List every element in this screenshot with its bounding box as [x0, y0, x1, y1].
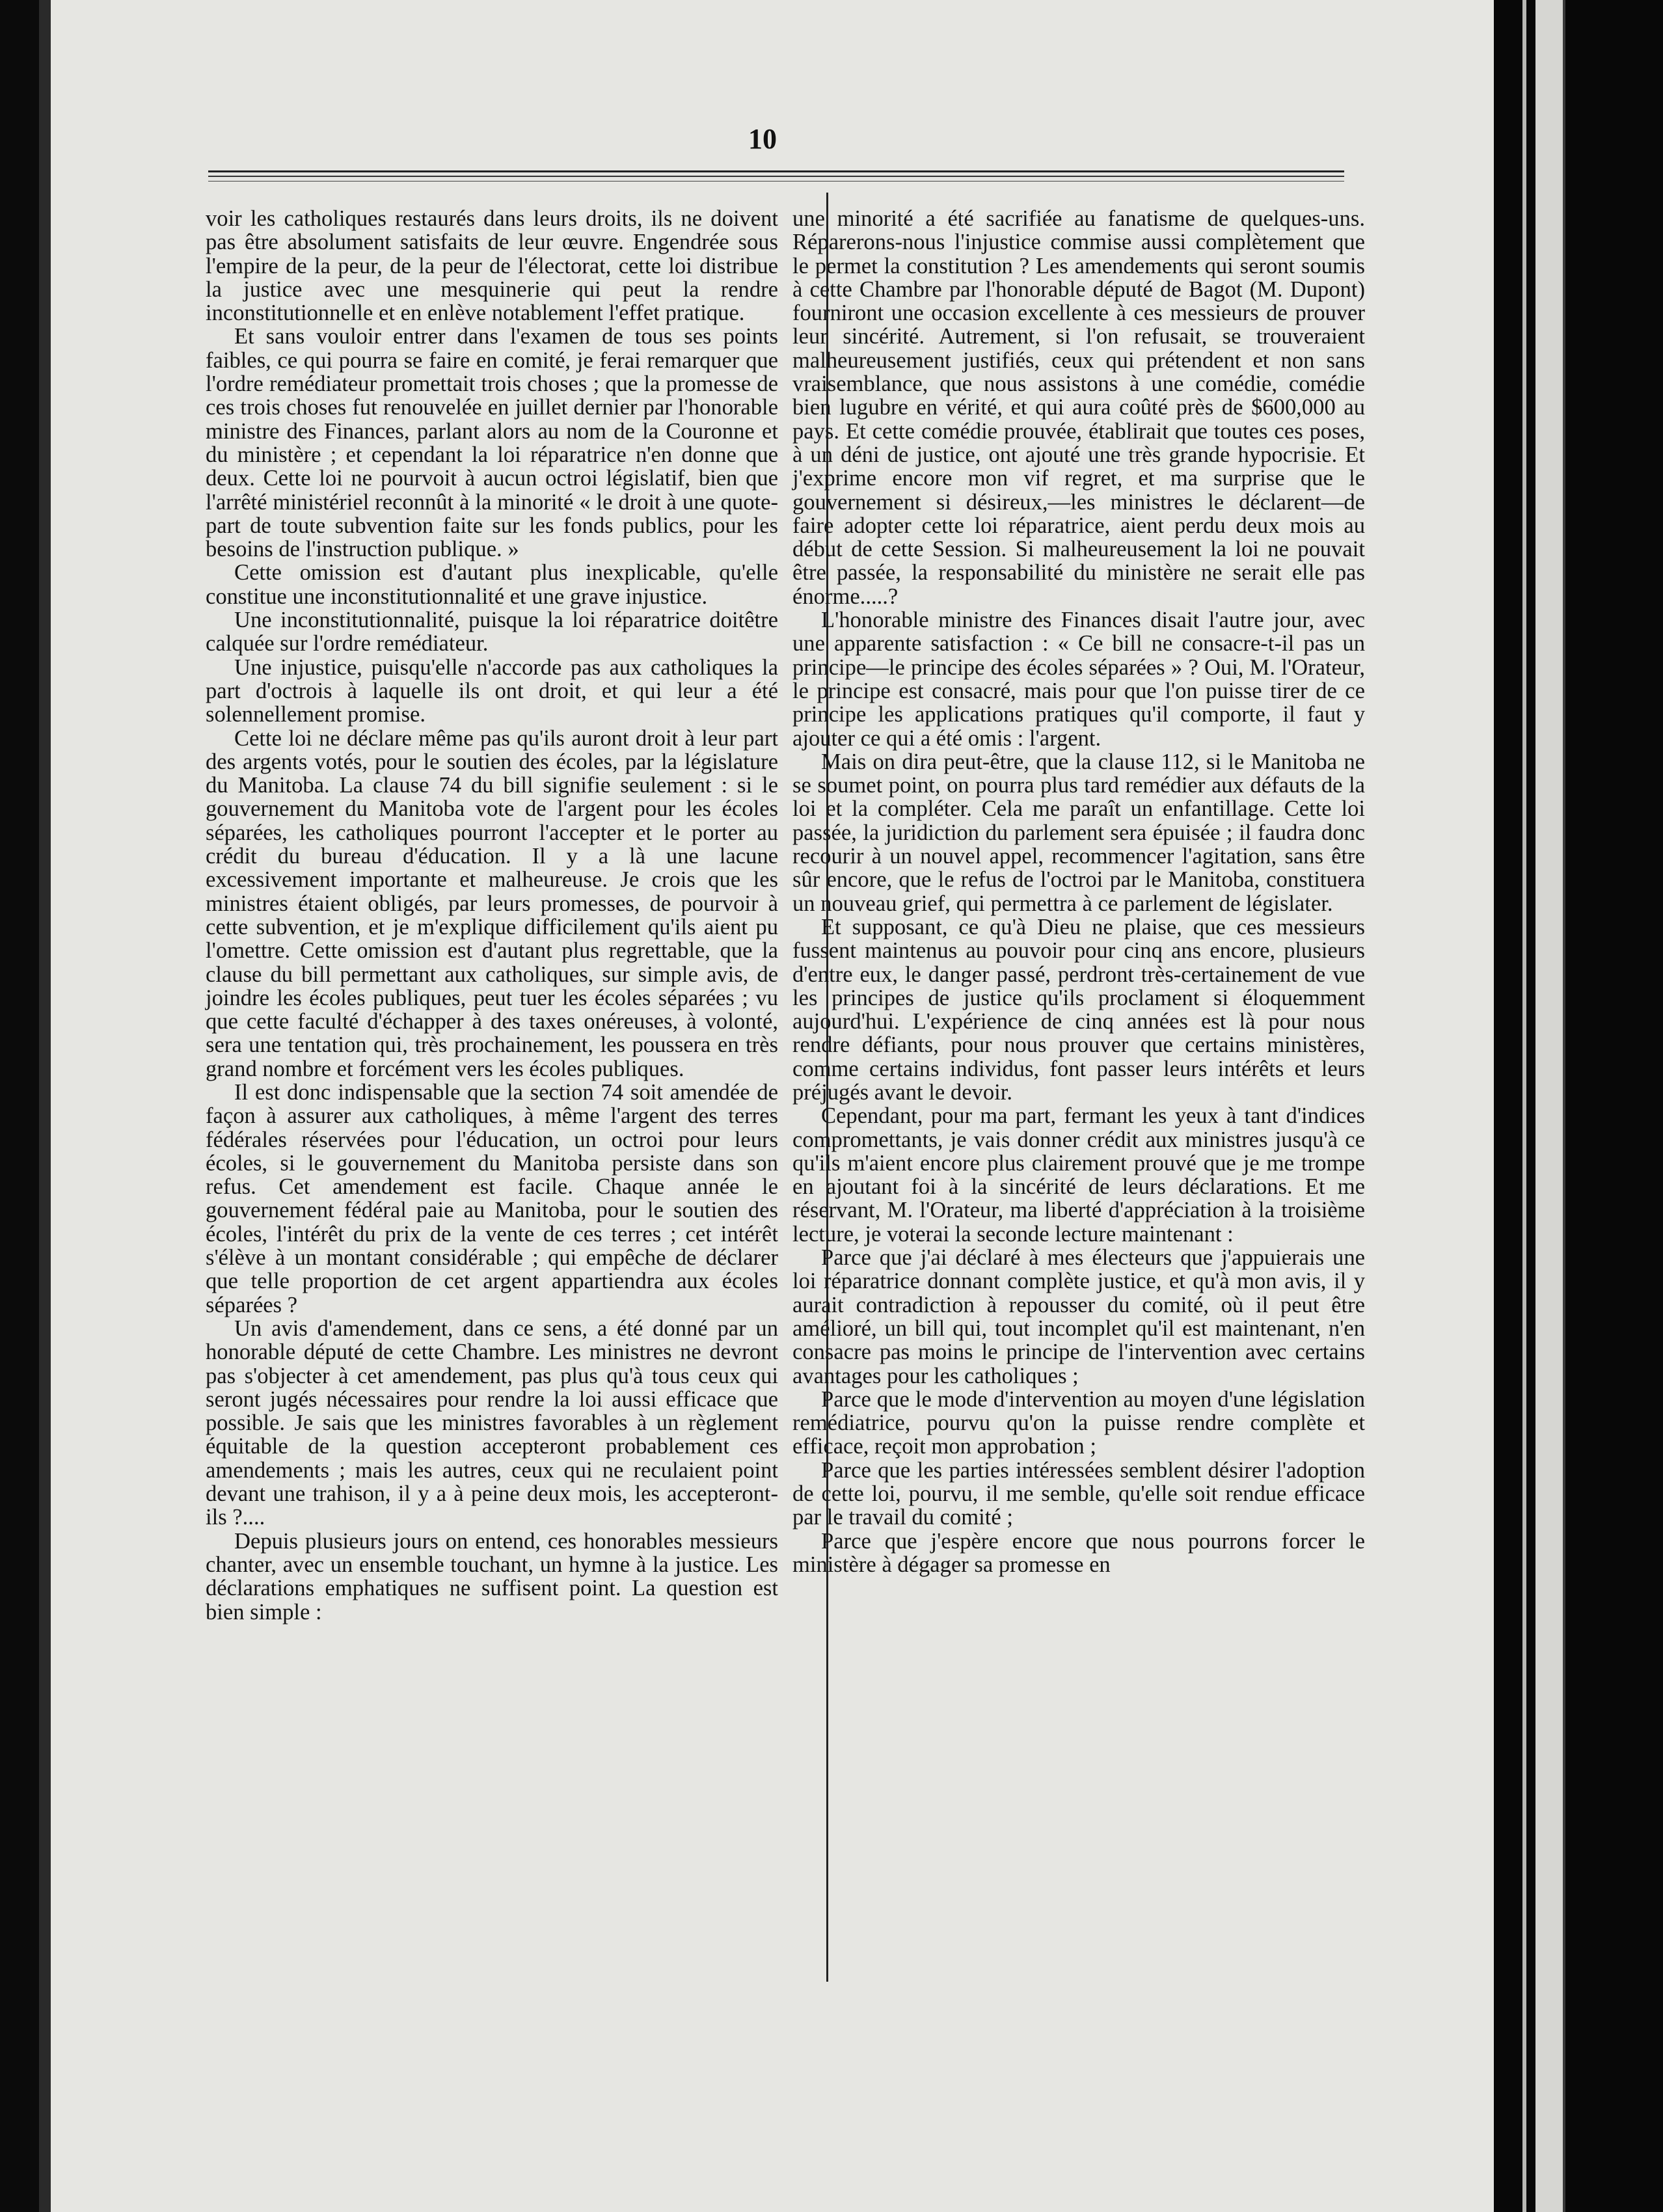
paragraph: Parce que le mode d'intervention au moyen d'une législation remédiatrice, pourvu qu'on la puisse rendre complète et efficace, reçoit mon approbation ; [792, 1386, 1365, 1459]
header-rule [208, 170, 1344, 172]
paragraph: Cette loi ne déclare même pas qu'ils auront droit à leur part des argents votés, pour le soutien des écoles, par la législature du Manitoba. La clause 74 du bill signifie seulement : si le gouvernement du Manitoba vote de l'argent pour les écoles séparées, les catholiques pourront l'accepter et le porter au crédit du bureau d'éducation. Il y a là une lacune excessivement importante et malheureuse. Je crois que les ministres étaient obligés, par leurs promesses, de pourvoir à cette subvention, et je m'explique difficilement qu'ils aient pu l'omettre. Cette omission est d'autant plus regrettable, que la clause du bill permettant aux catholiques, sur simple avis, de joindre les écoles publiques, peut tuer les écoles séparées ; vu que cette faculté d'échapper à des taxes onéreuses, à volonté, sera une tentation qui, très prochainement, les poussera en très grand nombre et forcément vers les écoles publiques. [206, 725, 778, 1081]
paragraph: Cependant, pour ma part, fermant les yeux à tant d'indices compromettants, je vais donner crédit aux ministres jusqu'à ce qu'ils m'aient encore plus clairement prouvé que je me trompe en ajoutant foi à la sincérité de leurs déclarations. Et me réservant, M. l'Orateur, ma liberté d'appréciation à la troisième lecture, je voterai la seconde lecture maintenant : [792, 1103, 1365, 1247]
scan-right-border [1494, 0, 1663, 2212]
paragraph: voir les catholiques restaurés dans leurs droits, ils ne doivent pas être absolument satisfaits de leur œuvre. Engendrée sous l'empire de la peur, de la peur de l'électorat, cette loi distribue la justice avec une mesquinerie qui peut la rendre inconstitutionnelle et en enlève notablement l'effet pratique. [206, 206, 778, 326]
paragraph: Une injustice, puisqu'elle n'accorde pas aux catholiques la part d'octrois à laquelle ils ont droit, et qui leur a été solennellement promise. [206, 654, 778, 727]
paragraph: Et sans vouloir entrer dans l'examen de tous ses points faibles, ce qui pourra se faire en comité, je ferai remarquer que l'ordre remédiateur promettait trois choses ; que la promesse de ces trois choses fut renouvelée en juillet dernier par l'honorable ministre des Finances, parlant alors au nom de la Couronne et du ministère ; et cependant la loi réparatrice n'en donne que deux. Cette loi ne pourvoit à aucun octroi législatif, bien que l'arrêté ministériel reconnût à la minorité « le droit à une quote-part de toute subvention faite sur les fonds publics, pour les besoins de l'instruction publique. » [206, 324, 778, 562]
header-rule-2 [208, 176, 1344, 177]
left-column [206, 207, 778, 1624]
paragraph: Parce que les parties intéressées semblent désirer l'adoption de cette loi, pourvu, il me semble, qu'elle soit rendue efficace par le travail du comité ; [792, 1457, 1365, 1530]
paragraph: une minorité a été sacrifiée au fanatisme de quelques-uns. Réparerons-nous l'injustice commise aussi complètement que le permet la constitution ? Les amendements qui seront soumis à cette Chambre par l'honorable député de Bagot (M. Dupont) fourniront une occasion excellente à ces messieurs de prouver leur sincérité. Autrement, si l'on refusait, se trouveraient malheureusement justifiés, ceux qui prétendent et non sans vraisemblance, que nous assistons à une comédie, comédie bien lugubre en vérité, et qui aura coûté près de $600,000 au pays. Et cette comédie prouvée, établirait que toutes ces poses, à un déni de justice, ont ajouté une très grande hypocrisie. Et j'exprime encore mon vif regret, et ma surprise que le gouvernement si désireux,—les ministres le déclarent—de faire adopter cette loi réparatrice, aient perdu deux mois au début de cette Session. Si malheureusement la loi ne pouvait être passée, la responsabilité du ministère ne serait elle pas énorme.....? [792, 206, 1365, 609]
paragraph: Parce que j'espère encore que nous pourrons forcer le ministère à dégager sa promesse en [792, 1528, 1365, 1577]
paragraph: Mais on dira peut-être, que la clause 112, si le Manitoba ne se soumet point, on pourra plus tard remédier aux défauts de la loi et la compléter. Cela me paraît un enfantillage. Cette loi passée, la juridiction du parlement sera épuisée ; il faudra donc recourir à un nouvel appel, recommencer l'agitation, sans être sûr encore, que le refus de l'octroi par le Manitoba, constituera un nouveau grief, qui permettra à ce parlement de législater. [792, 749, 1365, 916]
paragraph: Un avis d'amendement, dans ce sens, a été donné par un honorable député de cette Chambre. Les ministres ne devront pas s'objecter à cet amendement, pas plus qu'à tous ceux qui seront jugés nécessaires pour rendre la loi aussi efficace que possible. Je sais que les ministres favorables à un règlement équitable de la question accepteront probablement ces amendements ; mais les autres, ceux qui ne reculaient point devant une trahison, il y a à peine deux mois, les accepteront-ils ?.... [206, 1315, 778, 1530]
page-edge-strip [1535, 0, 1563, 2212]
header-rule-3 [208, 181, 1344, 182]
paragraph: Parce que j'ai déclaré à mes électeurs que j'appuierais une loi réparatrice donnant complète justice, et qu'à mon avis, il y aurait contradiction à repousser du comité, où il peut être amélioré, un bill qui, tout incomplet qu'il est maintenant, n'en consacre pas moins le principe de l'intervention avec certains avantages pour les catholiques ; [792, 1245, 1365, 1388]
paragraph: Il est donc indispensable que la section 74 soit amendée de façon à assurer aux catholiques, à même l'argent des terres fédérales réservées pour l'éducation, un octroi pour leurs écoles, si le gouvernement du Manitoba persiste dans son refus. Cet amendement est facile. Chaque année le gouvernement fédéral paie au Manitoba, pour le soutien des écoles, l'intérêt du prix de la vente de ces terres ; cet intérêt s'élève à un montant considérable ; qui empêche de déclarer que telle proportion de cet argent appartiendra aux écoles séparées ? [206, 1079, 778, 1317]
paragraph: Cette omission est d'autant plus inexplicable, qu'elle constitue une inconstitutionnalité et une grave injustice. [206, 560, 778, 609]
scan-left-edge [39, 0, 52, 2212]
page-edge-line [1522, 0, 1526, 2212]
right-column [792, 207, 1365, 1576]
paragraph: Et supposant, ce qu'à Dieu ne plaise, que ces messieurs fussent maintenus au pouvoir pour cinq ans encore, plusieurs d'entre eux, le danger passé, perdront très-certainement de vue les principes de justice qu'ils proclament si éloquemment aujourd'hui. L'expérience de cinq années est là pour nous rendre défiants, pour nous prouver que certains ministères, comme certains individus, font passer leurs intérêts et leurs préjugés avant le devoir. [792, 914, 1365, 1105]
paragraph: L'honorable ministre des Finances disait l'autre jour, avec une apparente satisfaction : « Ce bill ne consacre-t-il pas un principe—le principe des écoles séparées » ? Oui, M. l'Orateur, le principe est consacré, mais pour que l'on puisse tirer de ce principe les applications pratiques qu'il comporte, il faut y ajouter ce qui a été omis : l'argent. [792, 608, 1365, 751]
paragraph: Depuis plusieurs jours on entend, ces honorables messieurs chanter, avec un ensemble touchant, un hymne à la justice. Les déclarations emphatiques ne suffisent point. La question est bien simple : [206, 1528, 778, 1625]
paragraph: Une inconstitutionnalité, puisque la loi réparatrice doitêtre calquée sur l'ordre remédiateur. [206, 608, 778, 656]
page-edge-shadow [1563, 0, 1565, 2212]
page-number: 10 [748, 123, 777, 155]
